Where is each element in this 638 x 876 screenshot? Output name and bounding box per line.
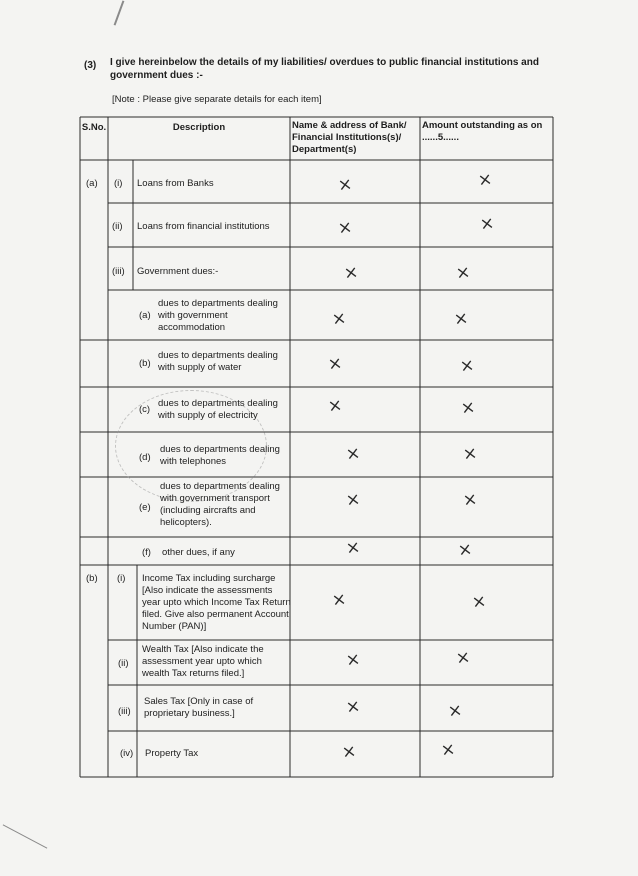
row-sno: (b) <box>86 573 98 584</box>
name-cross-mark: × <box>342 262 360 284</box>
row-sub-number: (iii) <box>118 706 131 717</box>
amount-cross-mark: × <box>461 489 479 511</box>
row-item-letter: (a) <box>139 310 151 321</box>
header-amount: Amount outstanding as on ......5...... <box>422 120 543 143</box>
row-item-letter: (c) <box>139 404 151 415</box>
name-cross-mark: × <box>344 443 362 465</box>
row-description: dues to departments dealing with government accommodation <box>158 298 278 333</box>
row-description: dues to departments dealing with supply of electricity <box>158 398 278 421</box>
name-cross-mark: × <box>330 308 348 330</box>
name-cross-mark: × <box>344 537 362 559</box>
amount-cross-mark: × <box>454 647 472 669</box>
section-number: (3) <box>84 60 97 71</box>
row-description: dues to departments dealing with supply of water <box>158 350 278 373</box>
name-cross-mark: × <box>326 353 344 375</box>
row-sno: (a) <box>86 178 98 189</box>
name-cross-mark: × <box>344 489 362 511</box>
row-description: Wealth Tax [Also indicate the assessment year upto which wealth Tax returns filed.] <box>142 644 264 679</box>
row-description: Property Tax <box>145 748 199 759</box>
row-sub-number: (i) <box>117 573 126 584</box>
row-description: Government dues:- <box>137 266 219 277</box>
row-item-letter: (e) <box>139 502 151 513</box>
row-description: dues to departments dealing with government transport (including aircrafts and helicopters). <box>160 481 280 528</box>
name-cross-mark: × <box>326 395 344 417</box>
name-cross-mark: × <box>344 649 362 671</box>
row-sub-number: (ii) <box>118 658 129 669</box>
amount-cross-mark: × <box>476 169 494 191</box>
section-note: [Note : Please give separate details for each item] <box>112 94 322 105</box>
row-sub-number: (iv) <box>120 748 134 759</box>
amount-cross-mark: × <box>454 262 472 284</box>
amount-cross-mark: × <box>470 591 488 613</box>
name-cross-mark: × <box>336 217 354 239</box>
row-description: other dues, if any <box>162 547 235 558</box>
row-sub-number: (ii) <box>112 221 123 232</box>
row-sub-number: (i) <box>114 178 123 189</box>
row-description: Loans from financial institutions <box>137 221 270 232</box>
amount-cross-mark: × <box>458 355 476 377</box>
header-name-address: Name & address of Bank/ Financial Institutions(s)/ Department(s) <box>292 120 407 155</box>
amount-cross-mark: × <box>478 213 496 235</box>
row-sub-number: (iii) <box>112 266 125 277</box>
row-description: Loans from Banks <box>137 178 214 189</box>
header-description: Description <box>172 122 226 133</box>
name-cross-mark: × <box>344 696 362 718</box>
amount-cross-mark: × <box>439 739 457 761</box>
amount-cross-mark: × <box>452 308 470 330</box>
row-description: dues to departments dealing with telephones <box>160 444 280 467</box>
name-cross-mark: × <box>336 174 354 196</box>
amount-cross-mark: × <box>459 397 477 419</box>
name-cross-mark: × <box>330 589 348 611</box>
name-cross-mark: × <box>340 741 358 763</box>
row-item-letter: (d) <box>139 452 151 463</box>
row-description: Sales Tax [Only in case of proprietary business.] <box>144 696 254 719</box>
row-description: Income Tax including surcharge [Also indicate the assessments year upto which Income Tax Return filed. Give also permanent Account Number (PAN)] <box>142 573 291 632</box>
section-intro: I give hereinbelow the details of my liabilities/ overdues to public financial institutions and government dues :- <box>110 57 539 81</box>
amount-cross-mark: × <box>456 539 474 561</box>
row-item-letter: (b) <box>139 358 151 369</box>
amount-cross-mark: × <box>461 443 479 465</box>
amount-cross-mark: × <box>446 700 464 722</box>
header-sno: S.No. <box>81 122 107 133</box>
row-item-letter: (f) <box>142 547 151 558</box>
